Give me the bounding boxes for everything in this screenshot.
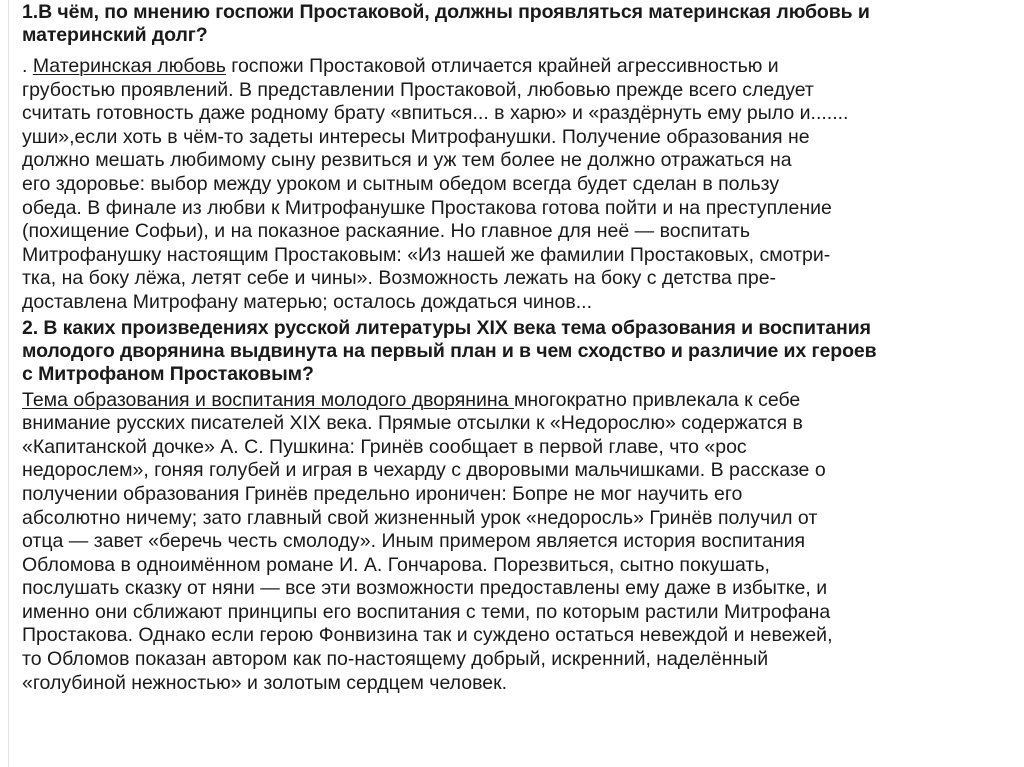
answer-2-line: внимание русских писателей XIX века. Прямые отсылки к «Недорослю» содержатся в bbox=[22, 412, 803, 435]
question-1-line-2: материнский долг? bbox=[22, 24, 208, 46]
answer-1-term: Материнская любовь bbox=[32, 55, 226, 77]
answer-1-line: грубостью проявлений. В представлении Простаковой, любовью прежде всего следует bbox=[22, 78, 814, 101]
answer-2-line-1-rest: многократно привлекала к себе bbox=[513, 388, 801, 411]
question-2-line: с Митрофаном Простаковым? bbox=[22, 362, 314, 385]
answer-1-line-1 bbox=[22, 55, 1012, 79]
answer-2-line: «голубиной нежностью» и золотым сердцем человек. bbox=[22, 671, 508, 694]
question-1-line-1: 1.В чём, по мнению госпожи Простаковой, должны проявляться материнская любовь и bbox=[22, 1, 870, 23]
answer-1-line: тка, на боку лёжа, летят себе и чины». Возможность лежать на боку с детства пре- bbox=[22, 267, 777, 290]
answer-1-paragraph bbox=[22, 55, 1012, 315]
answer-1-line: доставлена Митрофану матерью; осталось дождаться чинов... bbox=[22, 290, 592, 313]
answer-2-line: Простакова. Однако если герою Фонвизина так и суждено остаться невеждой и невежей, bbox=[22, 624, 833, 647]
slide-left-border bbox=[8, 0, 9, 767]
answer-2-line: недорослем», гоняя голубей и играя в чехарду с дворовыми мальчишками. В рассказе о bbox=[22, 459, 826, 482]
question-2-line: 2. В каких произведениях русской литературы XIX века тема образования и воспитания bbox=[22, 316, 871, 339]
answer-1-line-1-rest: госпожи Простаковой отличается крайней агрессивностью и bbox=[225, 55, 779, 77]
answer-1-line: обеда. В финале из любви к Митрофанушке Простакова готова пойти и на преступление bbox=[22, 196, 832, 219]
answer-2-line: «Капитанской дочке» А. С. Пушкина: Гринёв сообщает в первой главе, что «рос bbox=[22, 435, 747, 458]
answer-2-paragraph bbox=[22, 389, 1012, 696]
answer-1-line: считать готовность даже родному брату «впиться... в харю» и «раздёрнуть ему рыло и....... bbox=[22, 102, 849, 125]
answer-2-line: то Обломов показан автором как по-настоящему добрый, искренний, наделённый bbox=[22, 648, 769, 671]
question-2-line: молодого дворянина выдвинута на первый план и в чем сходство и различие их героев bbox=[22, 339, 877, 362]
answer-2-line: абсолютно ничему; зато главный свой жизненный урок «недоросль» Гринёв получил от bbox=[22, 506, 818, 529]
question-2-heading bbox=[22, 317, 1012, 386]
answer-2-line: именно они сближают принципы его воспитания с теми, по которым растили Митрофана bbox=[22, 600, 831, 623]
answer-1-line: должно мешать любимому сыну резвиться и уж тем более не должно отражаться на bbox=[22, 149, 792, 172]
answer-1-line: уши»,если хоть в чём-то задеты интересы Митрофанушки. Получение образования не bbox=[22, 125, 810, 148]
slide-content bbox=[22, 1, 1012, 695]
answer-1-line: (похищение Софьи), и на показное раскаяние. Но главное для неё — воспитать bbox=[22, 220, 750, 243]
question-1-heading bbox=[22, 1, 1012, 47]
answer-2-line: послушать сказку от няни — все эти возможности предоставлены ему даже в избытке, и bbox=[22, 577, 828, 600]
answer-1-lead: . bbox=[22, 55, 33, 77]
answer-2-line: получении образования Гринёв предельно ироничен: Бопре не мог научить его bbox=[22, 482, 743, 505]
answer-2-term: Тема образования и воспитания молодого дворянина bbox=[22, 388, 514, 411]
answer-1-line: его здоровье: выбор между уроком и сытным обедом всегда будет сделан в пользу bbox=[22, 172, 780, 195]
answer-2-line: Обломова в одноимённом романе И. А. Гончарова. Порезвиться, сытно покушать, bbox=[22, 553, 770, 576]
answer-1-line: Митрофанушку настоящим Простаковым: «Из нашей же фамилии Простаковых, смотри- bbox=[22, 243, 831, 266]
answer-2-line: отца — завет «беречь честь смолоду». Иным примером является история воспитания bbox=[22, 530, 806, 553]
answer-2-line-1 bbox=[22, 389, 1012, 413]
